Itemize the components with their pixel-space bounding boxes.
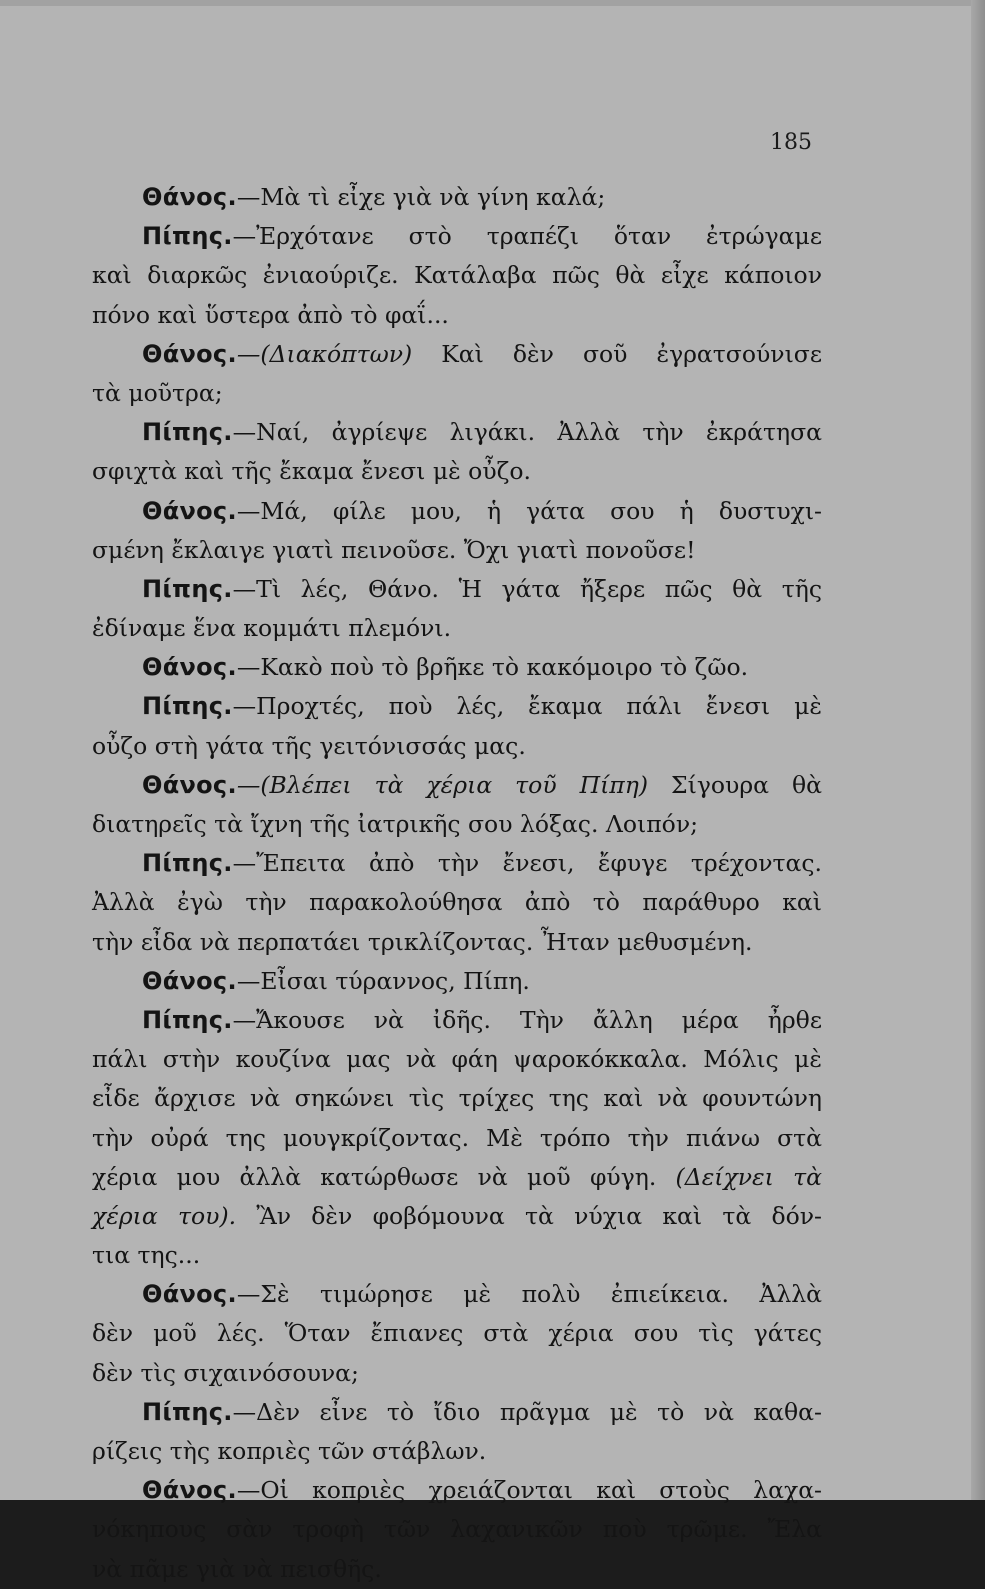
speaker-name: Θάνος.	[142, 770, 237, 799]
speaker-name: Θάνος.	[142, 496, 237, 525]
speaker-line	[92, 1393, 822, 1432]
text-line	[92, 531, 822, 570]
speaker-line	[92, 413, 822, 452]
line-text: ἐδίναμε ἕνα κομμάτι πλεμόνι.	[92, 614, 452, 643]
text-line	[92, 883, 822, 922]
speaker-name: Θάνος.	[142, 1476, 237, 1505]
speaker-name: Πίπης.	[142, 1005, 233, 1034]
speaker-name: Θάνος.	[142, 1280, 237, 1309]
line-text: —Ναί, ἀγρίεψε λιγάκι. Ἀλλὰ τὴν ἐκράτησα	[232, 418, 822, 447]
page-number: 185	[770, 130, 812, 155]
text-line	[92, 1158, 822, 1197]
line-text: Καὶ δὲν σοῦ ἐγρατσούνισε	[412, 339, 822, 368]
text-line	[92, 296, 822, 335]
line-text: διατηρεῖς τὰ ἴχνη τῆς ἰατρικῆς σου λόξας. Λοιπόν;	[92, 810, 699, 838]
text-line	[92, 374, 822, 413]
text-line	[92, 805, 822, 844]
line-text: πόνο καὶ ὕστερα ἀπὸ τὸ φαΐ...	[92, 300, 449, 329]
line-text: —Μὰ τὶ εἶχε γιὰ νὰ γίνη καλά;	[236, 183, 606, 211]
line-text: —Προχτές, ποὺ λές, ἔκαμα πάλι ἔνεσι μὲ	[232, 692, 822, 721]
text-line	[92, 1119, 822, 1158]
line-text: —Ἐρχότανε στὸ τραπέζι ὅταν ἐτρώγαμε	[232, 222, 822, 251]
line-text: —Οἱ κοπριὲς χρειάζονται καὶ στοὺς λαχα-	[236, 1476, 822, 1505]
text-line	[92, 1510, 822, 1549]
line-text: σμένη ἔκλαιγε γιατὶ πεινοῦσε. Ὄχι γιατὶ πονοῦσε!	[92, 535, 696, 564]
speaker-line	[92, 1001, 822, 1040]
speaker-name: Πίπης.	[142, 222, 233, 251]
line-text: Ἂν δὲν φοβόμουνα τὰ νύχια καὶ τὰ δόν-	[236, 1201, 822, 1230]
speaker-line	[92, 335, 822, 374]
speaker-name: Πίπης.	[142, 692, 233, 721]
speaker-name: Πίπης.	[142, 418, 233, 447]
line-text: —Σὲ τιμώρησε μὲ πολὺ ἐπιείκεια. Ἀλλὰ	[236, 1280, 822, 1309]
text-line	[92, 1197, 822, 1236]
line-text: —Δὲν εἶνε τὸ ἴδιο πρᾶγμα μὲ τὸ νὰ καθα-	[232, 1397, 822, 1426]
line-text: σφιχτὰ καὶ τῆς ἔκαμα ἔνεσι μὲ οὖζο.	[92, 457, 531, 486]
line-text: Ἀλλὰ ἐγὼ τὴν παρακολούθησα ἀπὸ τὸ παράθυρο καὶ	[92, 888, 822, 917]
speaker-line	[92, 178, 822, 217]
line-text: τια της...	[92, 1241, 201, 1270]
text-line	[92, 1550, 822, 1589]
line-text: ρίζεις τὴς κοπριὲς τῶν στάβλων.	[92, 1437, 487, 1465]
speaker-line	[92, 570, 822, 609]
text-line	[92, 727, 822, 766]
line-text: —Τὶ λές, Θάνο. Ἡ γάτα ἤξερε πῶς θὰ τῆς	[232, 574, 822, 603]
speaker-name: Πίπης.	[142, 1397, 233, 1426]
text-line	[92, 1236, 822, 1275]
speaker-name: Πίπης.	[142, 849, 233, 878]
text-line	[92, 256, 822, 295]
line-text: δὲν τὶς σιχαινόσουνα;	[92, 1358, 359, 1387]
text-line	[92, 923, 822, 962]
line-text: —Ἄκουσε νὰ ἰδῆς. Τὴν ἄλλη μέρα ἦρθε	[232, 1005, 822, 1034]
line-text: νόκηπους σὰν τροφὴ τῶν λαχανικῶν ποὺ τρῶμε. Ἔλα	[92, 1515, 822, 1544]
dialogue-text	[92, 178, 822, 1589]
speaker-line	[92, 1275, 822, 1314]
line-text: τὰ μοῦτρα;	[92, 378, 223, 407]
speaker-line	[92, 648, 822, 687]
text-line	[92, 1040, 822, 1079]
speaker-name: Θάνος.	[142, 183, 237, 211]
speaker-line	[92, 766, 822, 805]
speaker-line	[92, 844, 822, 883]
text-line	[92, 1079, 822, 1118]
line-text: χέρια μου ἀλλὰ κατώρθωσε νὰ μοῦ φύγη.	[92, 1162, 657, 1191]
stage-direction: (Δείχνει τὰ	[656, 1162, 822, 1191]
speaker-name: Θάνος.	[142, 339, 237, 368]
line-text: —Κακὸ ποὺ τὸ βρῆκε τὸ κακόμοιρο τὸ ζῶο.	[236, 653, 749, 682]
stage-direction: —(Διακόπτων)	[236, 339, 413, 368]
line-text: πάλι στὴν κουζίνα μας νὰ φάη ψαροκόκκαλα. Μόλις μὲ	[92, 1045, 822, 1074]
speaker-line	[92, 492, 822, 531]
line-text: Σίγουρα θὰ	[648, 770, 823, 799]
line-text: τὴν εἶδα νὰ περπατάει τρικλίζοντας. Ἦταν μεθυσμένη.	[92, 927, 753, 956]
line-text: οὖζο στὴ γάτα τῆς γειτόνισσάς μας.	[92, 731, 526, 760]
line-text: καὶ διαρκῶς ἐνιαούριζε. Κατάλαβα πῶς θὰ εἶχε κάποιον	[92, 261, 822, 290]
line-text: —Μά, φίλε μου, ἡ γάτα σου ἡ δυστυχι-	[236, 496, 822, 525]
text-line	[92, 1314, 822, 1353]
page-edge-right	[971, 0, 985, 1500]
text-line	[92, 1432, 822, 1471]
speaker-name: Θάνος.	[142, 653, 237, 682]
stage-direction: —(Βλέπει τὰ χέρια τοῦ Πίπη)	[236, 770, 649, 799]
line-text: νὰ πᾶμε γιὰ νὰ πεισθῆς.	[92, 1554, 382, 1583]
speaker-name: Πίπης.	[142, 574, 233, 603]
text-line	[92, 452, 822, 491]
stage-direction: χέρια του).	[92, 1201, 237, 1230]
line-text: δὲν μοῦ λές. Ὅταν ἔπιανες στὰ χέρια σου τὶς γάτες	[92, 1319, 822, 1348]
text-line	[92, 1354, 822, 1393]
speaker-line	[92, 217, 822, 256]
line-text: τὴν οὐρά της μουγκρίζοντας. Μὲ τρόπο τὴν πιάνω στὰ	[92, 1123, 822, 1152]
speaker-name: Θάνος.	[142, 966, 237, 995]
speaker-line	[92, 962, 822, 1001]
speaker-line	[92, 687, 822, 726]
text-line	[92, 609, 822, 648]
page-edge-top	[0, 0, 985, 6]
speaker-line	[92, 1471, 822, 1510]
line-text: —Εἶσαι τύραννος, Πίπη.	[236, 966, 530, 995]
line-text: εἶδε ἄρχισε νὰ σηκώνει τὶς τρίχες της καὶ νὰ φουντώνη	[92, 1084, 822, 1113]
line-text: —Ἔπειτα ἀπὸ τὴν ἔνεσι, ἔφυγε τρέχοντας.	[232, 849, 822, 878]
